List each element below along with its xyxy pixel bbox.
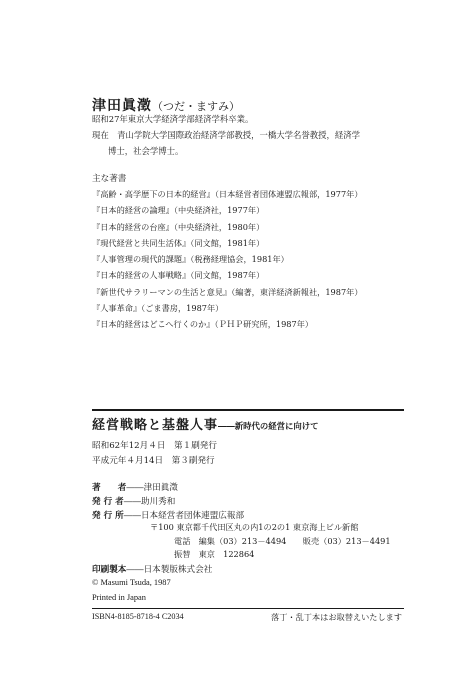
credit-value: ――日本経営者団体連盟広報部 bbox=[123, 511, 245, 521]
credit-value: ――助川秀和 bbox=[123, 497, 176, 507]
book-subtitle: ――新時代の経営に向けて bbox=[218, 421, 319, 431]
credit-author bbox=[92, 481, 178, 493]
edition-line: 平成元年４月14日 第３刷発行 bbox=[92, 456, 215, 466]
list-item: 『現代経営と共同生活体』（同文館，1981年） bbox=[92, 237, 265, 248]
edition-line: 昭和62年12月４日 第１刷発行 bbox=[92, 441, 217, 451]
credit-label: 発 行 所 bbox=[92, 511, 124, 521]
credit-label: 著 者 bbox=[92, 483, 127, 493]
list-item: 『人事管理の現代的課題』（税務経理協会，1981年） bbox=[92, 254, 289, 265]
credit-publishing-house bbox=[92, 509, 244, 521]
replacement-notice: 落丁・乱丁本はお取替えいたします bbox=[271, 612, 403, 622]
list-item: 『高齢・高学歴下の日本的経営』（日本経営者団体連盟広報部，1977年） bbox=[92, 189, 363, 199]
book-title-text: 経営戦略と基盤人事 bbox=[92, 418, 219, 433]
list-item: 『人事革命』（ごま書房，1987年） bbox=[92, 303, 224, 314]
publisher-address: 〒100 東京都千代田区丸の内1の2の1 東京海上ビル新館 bbox=[150, 522, 359, 532]
author-bio-line: 現在 青山学院大学国際政治経済学部教授，一橋大学名誉教授，経済学 bbox=[92, 130, 360, 140]
publisher-phone: 電話 編集（03）213－4494 販売（03）213－4491 bbox=[174, 536, 391, 546]
credit-label: 発 行 者 bbox=[92, 497, 124, 507]
list-item: 『新世代サラリーマンの生活と意見』（編著，東洋経済新報社，1987年） bbox=[92, 286, 363, 297]
copyright-notice: © Masumi Tsuda, 1987 bbox=[92, 578, 171, 587]
colophon-rule-top bbox=[92, 409, 404, 411]
isbn-code: ISBN4-8185-8718-4 C2034 bbox=[92, 612, 184, 621]
list-item: 『日本的経営の論理』（中央経済社，1977年） bbox=[92, 205, 265, 216]
printed-in-japan: Printed in Japan bbox=[92, 593, 146, 602]
credit-value: ――津田眞澂 bbox=[126, 483, 178, 493]
colophon-rule-bottom bbox=[92, 608, 404, 609]
publisher-transfer-account: 振替 東京 122864 bbox=[174, 549, 255, 559]
list-item: 『日本的経営の人事戦略』（同文館，1987年） bbox=[92, 270, 265, 281]
book-title bbox=[92, 414, 319, 433]
author-reading: （つだ・ますみ） bbox=[152, 100, 240, 113]
author-bio-line: 昭和27年東京大学経済学部経済学科卒業。 bbox=[92, 114, 254, 124]
works-heading: 主な著書 bbox=[92, 174, 127, 184]
author-bio-line: 博士，社会学博士。 bbox=[108, 146, 184, 156]
credit-value: ――日本製版株式会社 bbox=[126, 565, 213, 575]
list-item: 『日本的経営の台座』（中央経済社，1980年） bbox=[92, 221, 265, 232]
credit-publisher bbox=[92, 495, 175, 507]
author-name-text: 津田眞澂 bbox=[92, 98, 152, 114]
list-item: 『日本的経営はどこへ行くのか』（ＰＨＰ研究所，1987年） bbox=[92, 319, 314, 330]
works-list bbox=[92, 186, 363, 333]
credit-printer bbox=[92, 563, 212, 575]
credit-label: 印刷製本 bbox=[92, 565, 127, 575]
